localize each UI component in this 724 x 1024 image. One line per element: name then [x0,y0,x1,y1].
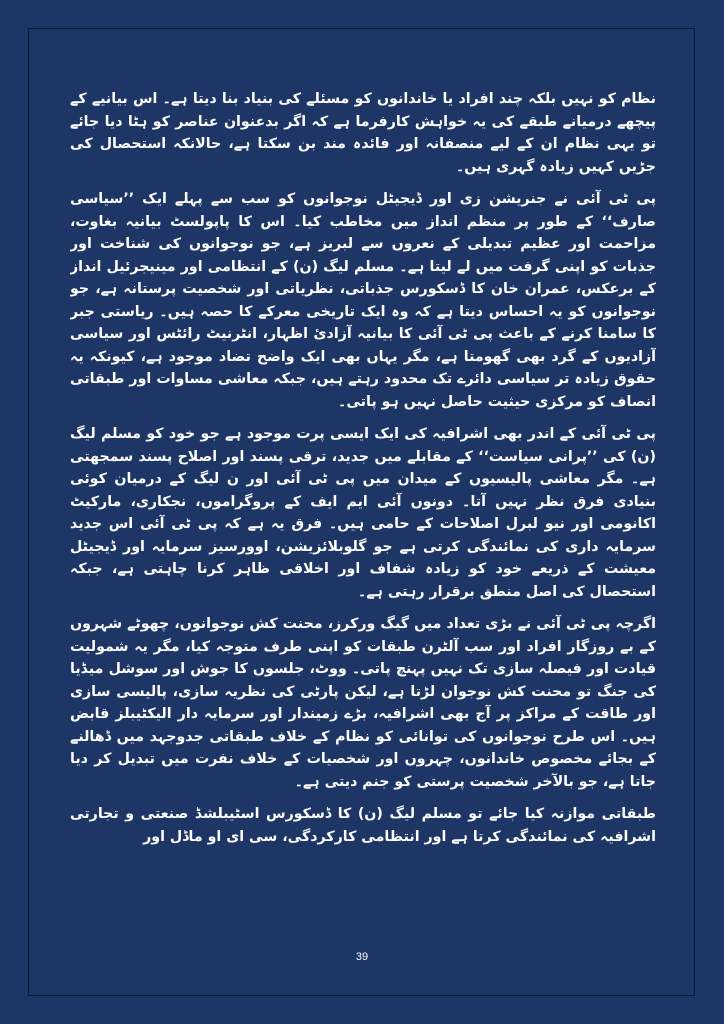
page-number: 39 [355,951,369,963]
paragraph-5: طبقاتی موازنہ کیا جائے تو مسلم لیگ (ن) کا ڈسکورس اسٹیبلشڈ صنعتی و تجارتی اشرافیہ کی نمائندگی کرتا ہے اور انتظامی کارکردگی، سی ای او ماڈل اور [70,806,656,845]
paragraph-4: اگرچہ پی ٹی آئی نے بڑی تعداد میں گیگ ورکرز، محنت کش نوجوانوں، چھوٹے شہروں کے بے روزگار افراد اور سب آلٹرن طبقات کو اپنی طرف متوجہ کیا، مگر یہ شمولیت قیادت اور فیصلہ سازی تک نہیں پہنچ پاتی۔ ووٹ، جلسوں کا جوش اور سوشل میڈیا کی جنگ تو محنت کش نوجوان لڑتا ہے، لیکن پارٹی کی نظریہ سازی، پالیسی سازی اور طاقت کے مراکز پر آج بھی اشرافیہ، بڑے زمیندار اور سرمایہ دار الیکٹیبلز قابض ہیں۔ اس طرح نوجوانوں کی توانائی کو نظام کے خلاف طبقاتی جدوجہد میں ڈھالنے کے بجائے مخصوص خاندانوں، چہروں اور شخصیات کے خلاف نفرت میں تبدیل کر دیا جاتا ہے، جو بالآخر شخصیت پرستی کو جنم دیتی ہے۔ [70,616,656,790]
paragraph-1: نظام کو نہیں بلکہ چند افراد یا خاندانوں کو مسئلے کی بنیاد بنا دیتا ہے۔ اس بیانیے کے پیچھے درمیانے طبقے کی یہ خواہش کارفرما ہے کہ اگر بدعنوان عناصر کو ہٹا دیا جائے تو یہی نظام ان کے لیے منصفانہ اور فائدہ مند بن سکتا ہے، حالانکہ استحصال کی جڑیں کہیں زیادہ گہری ہیں۔ [70,91,656,175]
article-body [70,88,656,948]
paragraph-2: پی ٹی آئی نے جنریشن زی اور ڈیجیٹل نوجوانوں کو سب سے پہلے ایک ’’سیاسی صارف‘‘ کے طور پر منظم انداز میں مخاطب کیا۔ اس کا پاپولسٹ بیانیہ بغاوت، مزاحمت اور عظیم تبدیلی کے نعروں سے لبریز ہے، جو نوجوانوں کی شناخت اور جذبات کو اپنی گرفت میں لے لیتا ہے۔ مسلم لیگ (ن) کے انتظامی اور مینیجرئیل انداز کے برعکس، عمران خان کا ڈسکورس جذباتی، نظریاتی اور شخصیت پرستانہ ہے، جو نوجوانوں کو یہ احساس دیتا ہے کہ وہ ایک تاریخی معرکے کا حصہ ہیں۔ ریاستی جبر کا سامنا کرنے کے باعث پی ٹی آئی کا بیانیہ آزادیٔ اظہار، انٹرنیٹ رائٹس اور سیاسی آزادیوں کے گرد بھی گھومتا ہے، مگر یہاں بھی ایک واضح تضاد موجود ہے، کیونکہ یہ حقوق زیادہ تر سیاسی دائرے تک محدود رہتے ہیں، جبکہ معاشی مساوات اور طبقاتی انصاف کو مرکزی حیثیت حاصل نہیں ہو پاتی۔ [70,191,656,410]
paragraph-3: پی ٹی آئی کے اندر بھی اشرافیہ کی ایک ایسی پرت موجود ہے جو خود کو مسلم لیگ (ن) کی ’’پرانی سیاست‘‘ کے مقابلے میں جدید، ترقی پسند اور اصلاح پسند سمجھتی ہے۔ مگر معاشی پالیسیوں کے میدان میں پی ٹی آئی اور ن لیگ کے درمیان کوئی بنیادی فرق نظر نہیں آتا۔ دونوں آئی ایم ایف کے پروگراموں، نجکاری، مارکیٹ اکانومی اور نیو لبرل اصلاحات کے حامی ہیں۔ فرق یہ ہے کہ پی ٹی آئی اس جدید سرمایہ داری کی نمائندگی کرتی ہے جو گلوبلائزیشن، اوورسیز سرمایہ اور ڈیجیٹل معیشت کے ذریعے خود کو زیادہ شفاف اور اخلاقی ظاہر کرنا چاہتی ہے، جبکہ استحصال کی اصل منطق برقرار رہتی ہے۔ [70,426,656,600]
